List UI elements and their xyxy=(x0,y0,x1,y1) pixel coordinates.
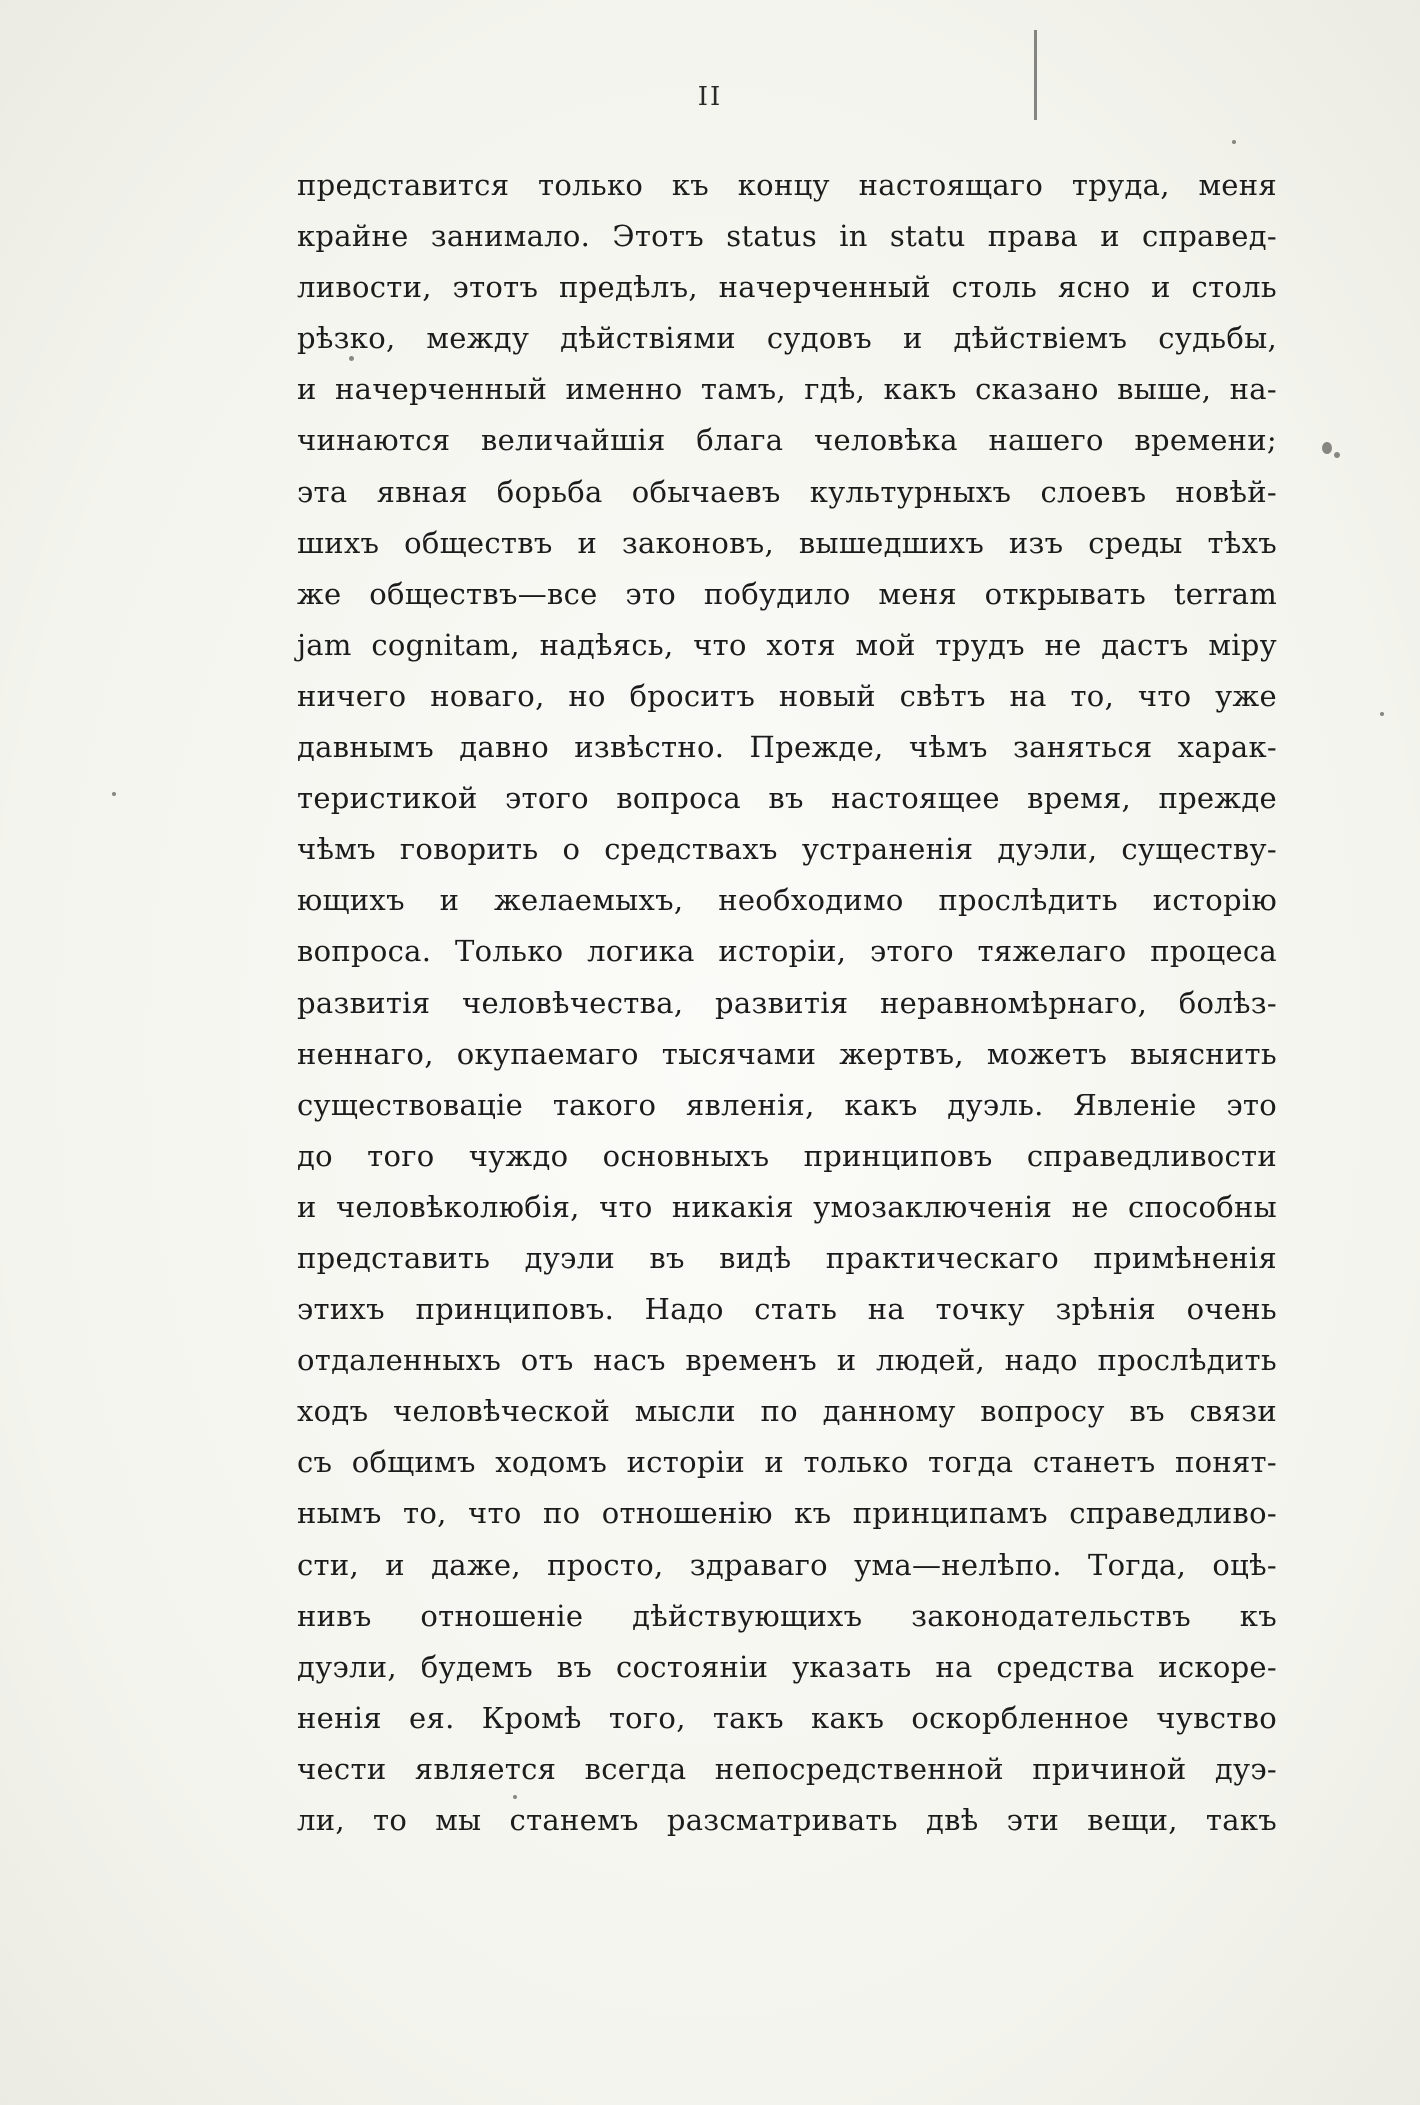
text-line: и начерченный именно тамъ, гдѣ, какъ сказано выше, на- xyxy=(297,372,1277,407)
text-line: отдаленныхъ отъ насъ временъ и людей, надо прослѣдить xyxy=(297,1343,1277,1378)
text-line: этихъ принциповъ. Надо стать на точку зрѣнія очень xyxy=(297,1292,1277,1327)
scan-speck xyxy=(1380,712,1384,716)
text-line: ющихъ и желаемыхъ, необходимо прослѣдить исторію xyxy=(297,883,1277,918)
text-line: и человѣколюбія, что никакія умозаключенія не способны xyxy=(297,1189,1277,1224)
text-line: рѣзко, между дѣйствіями судовъ и дѣйствіемъ судьбы, xyxy=(297,321,1277,356)
text-line: дуэли, будемъ въ состояніи указать на средства искоре- xyxy=(297,1649,1277,1684)
text-line: ли, то мы станемъ разсматривать двѣ эти вещи, такъ xyxy=(297,1803,1277,1837)
scan-speck xyxy=(112,792,116,796)
text-line: ничего новаго, но броситъ новый свѣтъ на то, что уже xyxy=(297,678,1277,713)
text-line: съ общимъ ходомъ исторіи и только тогда станетъ понят- xyxy=(297,1445,1277,1480)
text-line: давнымъ давно извѣстно. Прежде, чѣмъ заняться харак- xyxy=(297,730,1277,765)
text-line: ненія ея. Кромѣ того, такъ какъ оскорбленное чувство xyxy=(297,1700,1277,1735)
text-line: крайне занимало. Этотъ status in statu права и справед- xyxy=(297,219,1277,254)
text-line: нивъ отношеніе дѣйствующихъ законодательствъ къ xyxy=(297,1598,1277,1633)
scan-scratch xyxy=(1034,30,1037,120)
text-line: неннаго, окупаемаго тысячами жертвъ, можетъ выяснить xyxy=(297,1036,1277,1071)
text-line: чести является всегда непосредственной причиной дуэ- xyxy=(297,1751,1277,1786)
text-line: представить дуэли въ видѣ практическаго примѣненія xyxy=(297,1240,1277,1275)
text-line: сти, и даже, просто, здраваго ума—нелѣпо. Тогда, оцѣ- xyxy=(297,1547,1277,1582)
text-line: же обществъ—все это побудило меня открывать terram xyxy=(297,576,1277,611)
page-number: II xyxy=(697,82,723,112)
text-line: нымъ то, что по отношенію къ принципамъ справедливо- xyxy=(297,1496,1277,1531)
text-line: чѣмъ говорить о средствахъ устраненія дуэли, существу- xyxy=(297,832,1277,867)
scan-speck xyxy=(349,356,354,361)
text-line: вопроса. Только логика исторіи, этого тяжелаго процеса xyxy=(297,934,1277,969)
text-line: ходъ человѣческой мысли по данному вопросу въ связи xyxy=(297,1394,1277,1429)
scan-speck xyxy=(1232,140,1236,144)
scan-speck xyxy=(1334,452,1340,458)
text-line: jam cognitam, надѣясь, что хотя мой трудъ не дастъ міру xyxy=(297,627,1277,662)
text-line: развитія человѣчества, развитія неравномѣрнаго, болѣз- xyxy=(297,985,1277,1020)
text-line: эта явная борьба обычаевъ культурныхъ слоевъ новѣй- xyxy=(297,474,1277,509)
text-line: ливости, этотъ предѣлъ, начерченный столь ясно и столь xyxy=(297,270,1277,305)
body-text xyxy=(297,160,1277,1846)
text-line: шихъ обществъ и законовъ, вышедшихъ изъ среды тѣхъ xyxy=(297,525,1277,560)
text-line: представится только къ концу настоящаго труда, меня xyxy=(297,168,1277,202)
text-line: существоваціе такого явленія, какъ дуэль. Явленіе это xyxy=(297,1087,1277,1122)
text-line: чинаются величайшія блага человѣка нашего времени; xyxy=(297,423,1277,458)
scan-speck xyxy=(513,1795,517,1799)
text-line: теристикой этого вопроса въ настоящее время, прежде xyxy=(297,781,1277,816)
scan-speck xyxy=(1322,442,1332,454)
text-line: до того чуждо основныхъ принциповъ справедливости xyxy=(297,1138,1277,1173)
